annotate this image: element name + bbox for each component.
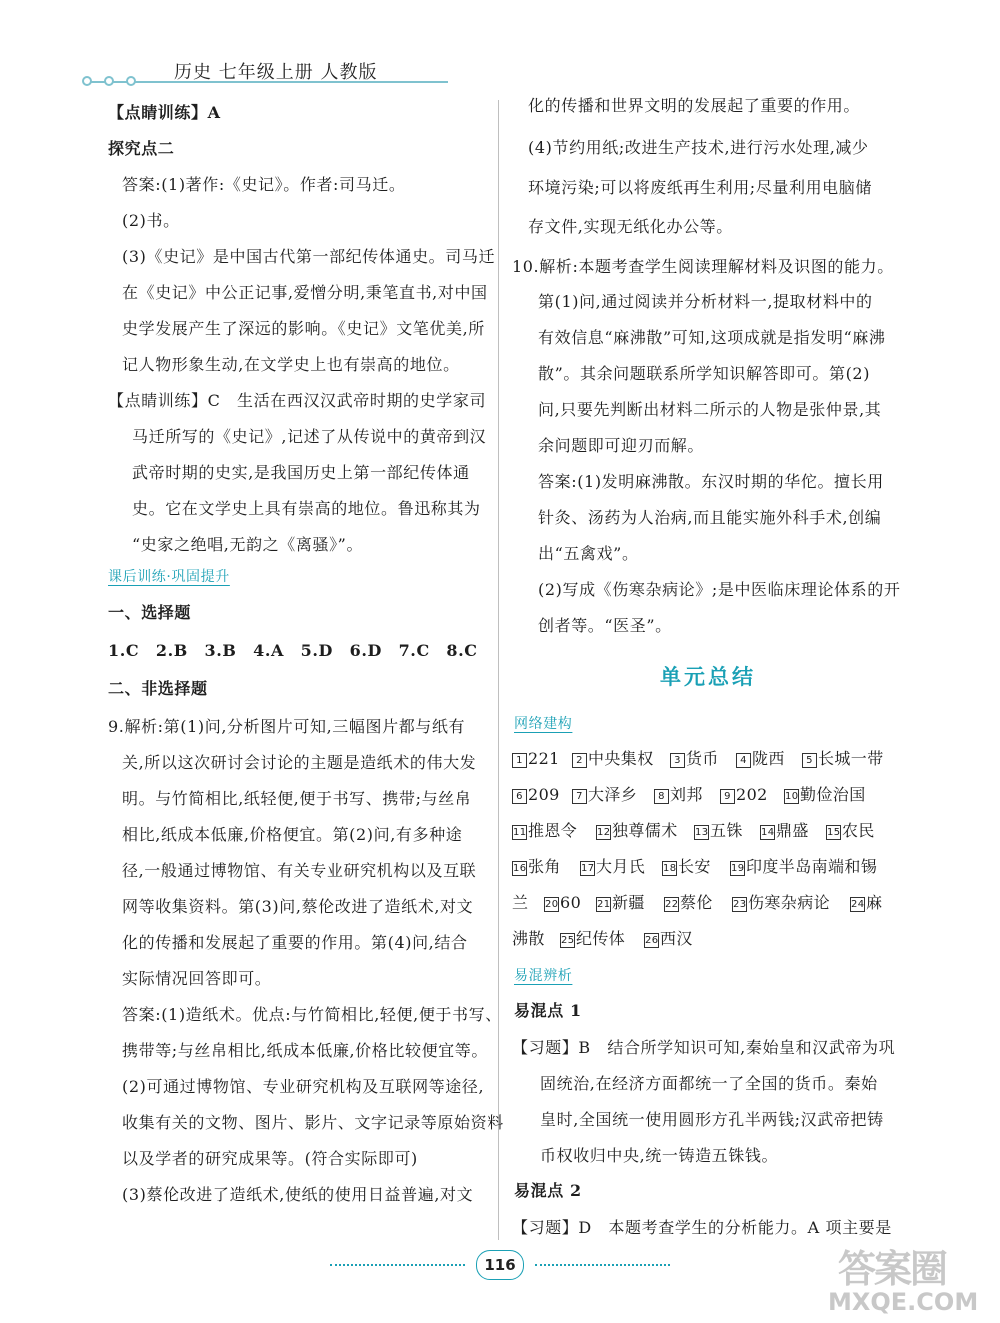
text-line: 第(1)问,通过阅读并分析材料一,提取材料中的 [538, 292, 873, 311]
network-item-text: 兰 [512, 893, 529, 912]
network-item-text: 202 [736, 785, 768, 804]
number-box-icon: 19 [731, 863, 745, 874]
network-item [694, 820, 743, 842]
text-line: 携带等;与丝帛相比,纸成本低廉,价格比较便宜等。 [122, 1041, 488, 1060]
network-item-text: 货币 [686, 749, 719, 768]
network-item [802, 748, 884, 770]
network-item-text: 刘邦 [670, 785, 703, 804]
bold-heading: 二、非选择题 [108, 679, 208, 698]
footer-dots-right [535, 1264, 670, 1268]
text-line: 10.解析:本题考查学生阅读理解材料及识图的能力。 [512, 257, 894, 276]
network-item [544, 892, 581, 914]
network-item-text: 农民 [842, 821, 875, 840]
network-item [730, 856, 877, 878]
number-box-icon: 20 [545, 899, 559, 910]
network-item [736, 748, 785, 770]
network-item-text: 印度半岛南端和锡 [746, 857, 878, 876]
text-line: 明。与竹简相比,纸轻便,便于书写、携带;与丝帛 [122, 789, 472, 808]
network-item-text: 长安 [678, 857, 711, 876]
text-line: 收集有关的文物、图片、影片、文字记录等原始资料 [122, 1113, 504, 1132]
text-line: 相比,纸成本低廉,价格便宜。第(2)问,有多种途 [122, 825, 463, 844]
header-title: 历史 七年级上册 人教版 [174, 62, 378, 83]
network-item-text: 五铢 [710, 821, 743, 840]
network-item-text: 伤寒杂病论 [748, 893, 831, 912]
text-line: 武帝时期的史实,是我国历史上第一部纪传体通 [132, 463, 470, 482]
text-line: (3)蔡伦改进了造纸术,使纸的使用日益普遍,对文 [122, 1185, 474, 1204]
header-dot-icon [104, 76, 114, 86]
unit-summary-title: 单元总结 [660, 664, 756, 689]
network-item-text: 长城一带 [818, 749, 884, 768]
watermark-url: MXQE.COM [828, 1288, 979, 1316]
text-line: 以及学者的研究成果等。(符合实际即可) [122, 1149, 418, 1168]
text-line: 出“五禽戏”。 [538, 544, 639, 563]
text-line: 存文件,实现无纸化办公等。 [528, 217, 733, 236]
number-box-icon: 24 [851, 899, 865, 910]
number-box-icon: 10 [785, 791, 799, 802]
text-line: 9.解析:第(1)问,分析图片可知,三幅图片都与纸有 [108, 717, 466, 736]
text-line: 【习题】D 本题考查学生的分析能力。A 项主要是 [512, 1218, 892, 1237]
bold-heading: 易混点 1 [514, 1001, 582, 1020]
network-item [850, 892, 882, 914]
network-item [512, 784, 560, 806]
network-item [720, 784, 768, 806]
text-line: (2)书。 [122, 211, 180, 230]
watermark-text: 答案圈 [838, 1247, 947, 1291]
footer-dots-left [330, 1264, 465, 1268]
network-item [572, 748, 654, 770]
number-box-icon: 8 [654, 789, 669, 804]
number-box-icon: 25 [561, 935, 575, 946]
network-item [654, 784, 703, 806]
section-heading: 网络建构 [514, 716, 573, 732]
text-line: (2)写成《伤寒杂病论》;是中医临床理论体系的开 [538, 580, 901, 599]
text-line: 记人物形象生动,在文学史上也有崇高的地位。 [122, 355, 460, 374]
network-item-text: 纪传体 [576, 929, 626, 948]
number-box-icon: 16 [513, 863, 527, 874]
page-header [82, 56, 448, 96]
text-line: 史学发展产生了深远的影响。《史记》文笔优美,所 [122, 319, 485, 338]
number-box-icon: 22 [665, 899, 679, 910]
network-item-text: 大泽乡 [588, 785, 638, 804]
network-item [664, 892, 713, 914]
network-item-text: 中央集权 [588, 749, 654, 768]
text-line: 实际情况回答即可。 [122, 969, 272, 988]
network-item [662, 856, 711, 878]
network-item-text: 西汉 [660, 929, 693, 948]
watermark-logo [828, 1238, 979, 1316]
number-box-icon: 2 [572, 753, 587, 768]
network-item [596, 820, 678, 842]
network-item [560, 928, 625, 950]
network-item-text: 麻 [866, 893, 883, 912]
header-dot-icon [82, 76, 92, 86]
text-line: 在《史记》中公正记事,爱憎分明,秉笔直书,对中国 [122, 283, 488, 302]
text-line: 皇时,全国统一使用圆形方孔半两钱;汉武帝把铸 [540, 1110, 884, 1129]
bold-heading: 1.C 2.B 3.B 4.A 5.D 6.D 7.C 8.C [108, 641, 478, 660]
number-box-icon: 26 [645, 935, 659, 946]
text-line: 马迁所写的《史记》,记述了从传说中的黄帝到汉 [132, 427, 487, 446]
text-line: 关,所以这次研讨会讨论的主题是造纸术的伟大发 [122, 753, 477, 772]
text-line: 史。它在文学史上具有崇高的地位。鲁迅称其为 [132, 499, 481, 518]
network-item-text: 209 [528, 785, 560, 804]
bold-heading: 探究点二 [108, 139, 175, 158]
text-line: 余问题即可迎刃而解。 [538, 436, 705, 455]
network-item-text: 蔡伦 [680, 893, 713, 912]
number-box-icon: 12 [597, 827, 611, 838]
text-line: 网等收集资料。第(3)问,蔡伦改进了造纸术,对文 [122, 897, 474, 916]
text-line: 有效信息“麻沸散”可知,这项成就是指发明“麻沸 [538, 328, 886, 347]
text-line: 创者等。“医圣”。 [538, 616, 672, 635]
network-item-text: 独尊儒术 [612, 821, 678, 840]
number-box-icon: 18 [663, 863, 677, 874]
network-item [644, 928, 693, 950]
network-item [512, 892, 528, 914]
text-line: (3)《史记》是中国古代第一部纪传体通史。司马迁 [122, 247, 496, 266]
network-item-text: 大月氏 [596, 857, 646, 876]
text-line: 问,只要先判断出材料二所示的人物是张仲景,其 [538, 400, 882, 419]
number-box-icon: 5 [802, 753, 817, 768]
text-line: 化的传播和发展起了重要的作用。第(4)问,结合 [122, 933, 468, 952]
network-item [670, 748, 719, 770]
text-line: 答案:(1)著作:《史记》。作者:司马迁。 [122, 175, 406, 194]
number-box-icon: 4 [736, 753, 751, 768]
number-box-icon: 11 [513, 827, 527, 838]
bold-heading: 易混点 2 [514, 1181, 582, 1200]
network-item-text: 张角 [528, 857, 561, 876]
text-line: 化的传播和世界文明的发展起了重要的作用。 [528, 96, 861, 115]
section-heading: 课后训练·巩固提升 [108, 569, 230, 585]
text-line: 答案:(1)发明麻沸散。东汉时期的华佗。擅长用 [538, 472, 884, 491]
text-line: 币权收归中央,统一铸造五铢钱。 [540, 1146, 779, 1165]
text-line: 【点睛训练】C 生活在西汉汉武帝时期的史学家司 [108, 391, 487, 410]
bold-heading: 【点睛训练】A [108, 103, 221, 122]
network-item [572, 784, 637, 806]
number-box-icon: 7 [572, 789, 587, 804]
number-box-icon: 23 [733, 899, 747, 910]
network-item-text: 221 [528, 749, 560, 768]
network-item-text: 鼎盛 [776, 821, 809, 840]
text-line: 固统治,在经济方面都统一了全国的货币。秦始 [540, 1074, 878, 1093]
network-item-text: 勤俭治国 [800, 785, 866, 804]
number-box-icon: 14 [761, 827, 775, 838]
number-box-icon: 17 [581, 863, 595, 874]
network-item-text: 沸散 [512, 929, 545, 948]
network-item [512, 748, 560, 770]
network-item-text: 推恩令 [528, 821, 578, 840]
number-box-icon: 21 [597, 899, 611, 910]
text-line: (2)可通过博物馆、专业研究机构及互联网等途径, [122, 1077, 485, 1096]
network-item-text: 60 [560, 893, 582, 912]
text-line: 答案:(1)造纸术。优点:与竹简相比,轻便,便于书写、 [122, 1005, 502, 1024]
network-item-text: 新疆 [612, 893, 645, 912]
network-item [512, 928, 545, 950]
number-box-icon: 9 [720, 789, 735, 804]
text-line: 散”。其余问题联系所学知识解答即可。第(2) [538, 364, 871, 383]
text-line: 径,一般通过博物馆、有关专业研究机构以及互联 [122, 861, 477, 880]
text-line: 针灸、汤药为人治病,而且能实施外科手术,创编 [538, 508, 882, 527]
text-line: “史家之绝唱,无韵之《离骚》”。 [132, 535, 364, 554]
number-box-icon: 15 [827, 827, 841, 838]
bold-heading: 一、选择题 [108, 603, 192, 622]
number-box-icon: 13 [695, 827, 709, 838]
number-box-icon: 3 [670, 753, 685, 768]
number-box-icon: 6 [512, 789, 527, 804]
text-line: (4)节约用纸;改进生产技术,进行污水处理,减少 [528, 138, 869, 157]
page-number: 116 [476, 1250, 524, 1280]
network-item [596, 892, 645, 914]
network-item [760, 820, 809, 842]
network-item [512, 856, 561, 878]
network-item [512, 820, 577, 842]
network-item [784, 784, 866, 806]
network-item [732, 892, 830, 914]
network-item-text: 陇西 [752, 749, 785, 768]
number-box-icon: 1 [512, 753, 527, 768]
column-divider [498, 100, 499, 1240]
header-dot-icon [126, 76, 136, 86]
network-item [580, 856, 645, 878]
network-item [826, 820, 875, 842]
section-heading: 易混辨析 [514, 968, 573, 984]
text-line: 【习题】B 结合所学知识可知,秦始皇和汉武帝为巩 [512, 1038, 896, 1057]
text-line: 环境污染;可以将废纸再生利用;尽量利用电脑储 [528, 178, 872, 197]
